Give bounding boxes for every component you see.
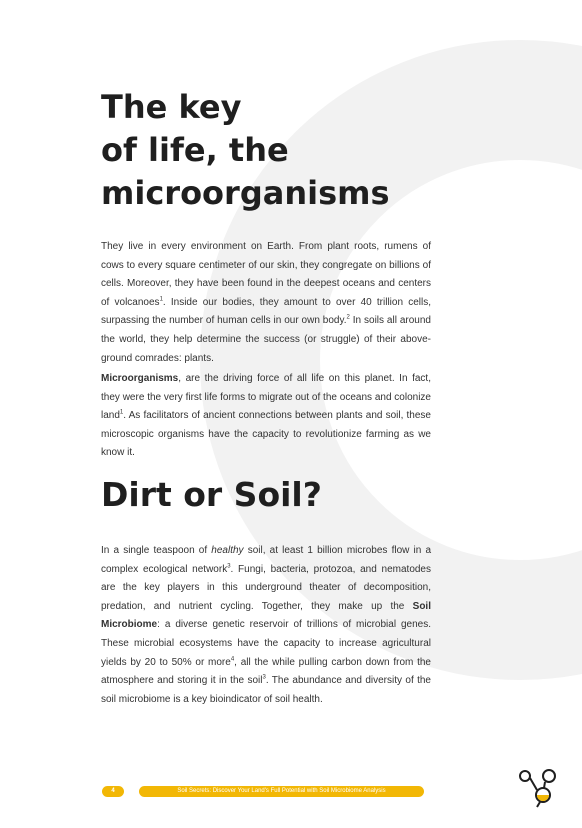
- microorganisms-paragraph: Microorganisms, are the driving force of all life on this planet. In fact, they were the very first life forms to migrate out of the oceans and colonize land$^1$. As facilitators of ancient connections between plants and soil, these microscopic organisms have the capacity to revolutionize farming as we know it.: [101, 373, 431, 459]
- footer-title: Soil Secrets: Discover Your Land's Full Potential with Soil Microbiome Analysis: [139, 786, 424, 797]
- main-heading: The key of life, the microorganisms: [101, 88, 390, 212]
- section-heading: Dirt or Soil?: [101, 475, 322, 514]
- soil-paragraph: In a single teaspoon of healthy soil, at least 1 billion microbes flow in a complex ecological network$^3$. Fungi, bacteria, protozoa, and nematodes are the key players in this underground theater of decomposition, predation, and nutrient cycling. Together, they make up the Soil Microbiome: a diverse genetic reservoir of trillions of microbial genes. These microbial ecosystems have the capacity to increase agricultural yields by 20 to 50% or more$^4$, all the while pulling carbon down from the atmosphere and storing it in the soil$^3$. The abundance and diversity of the soil microbiome is a key bioindicator of soil health.: [101, 545, 431, 705]
- molecule-logo-icon: [516, 764, 560, 808]
- page-number-badge: 4: [102, 786, 124, 797]
- intro-paragraph: They live in every environment on Earth. From plant roots, rumens of cows to every square centimeter of our skin, they congregate on billions of cells. Moreover, they have been found in the deepest oceans and centers of volcanoes$^1$. Inside our bodies, they amount to over 40 trillion cells, surpassing the number of human cells in our own body.$^2$ In soils all around the world, they help determine the success (or struggle) of their above-ground comrades: plants.: [101, 241, 431, 364]
